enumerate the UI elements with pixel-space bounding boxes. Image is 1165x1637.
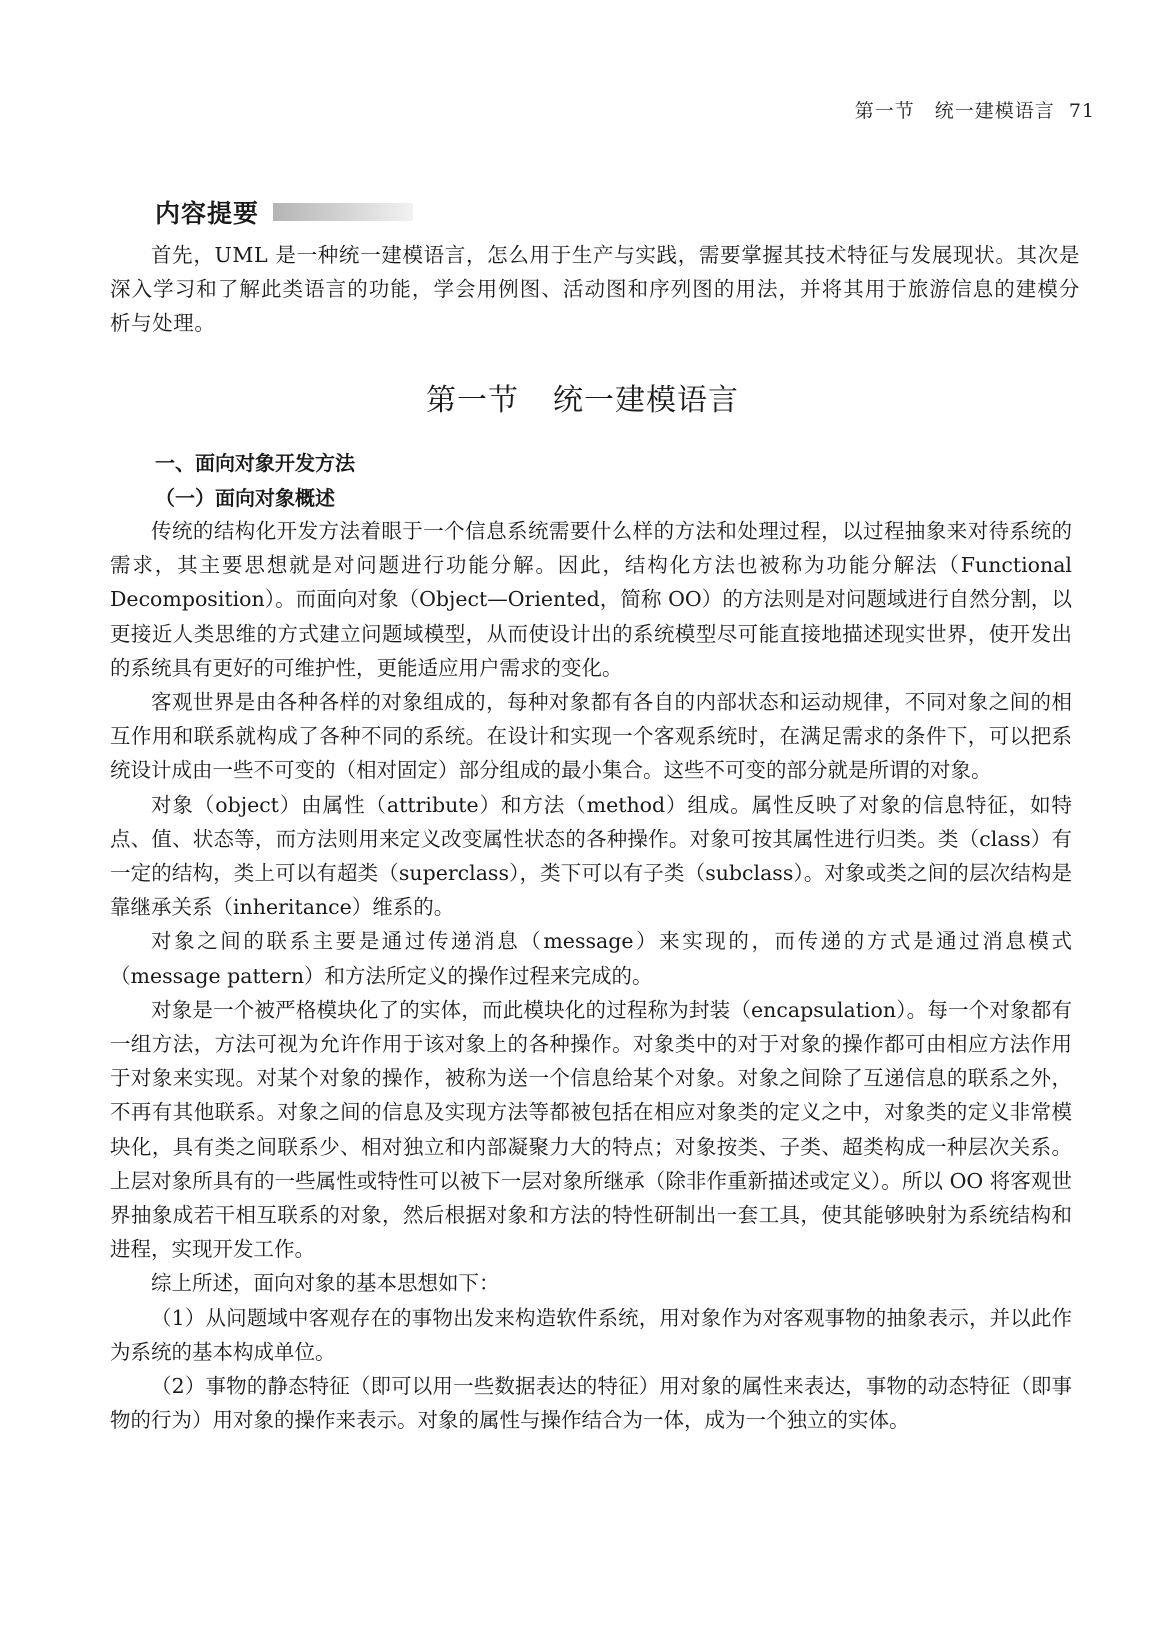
paragraph: 对象是一个被严格模块化了的实体，而此模块化的过程称为封装（encapsulation）。每一个对象都有一组方法，方法可视为允许作用于该对象上的各种操作。对象类中的对于对象的操作都可由相应方法作用于对象来实现。对某个对象的操作，被称为送一个信息给某个对象。对象之间除了互递信息的联系之外，不再有其他联系。对象之间的信息及实现方法等都被包括在相应对象类的定义之中，对象类的定义非常模块化，具有类之间联系少、相对独立和内部凝聚力大的特点；对象按类、子类、超类构成一种层次关系。上层对象所具有的一些属性或特性可以被下一层对象所继承（除非作重新描述或定义）。所以 OO 将客观世界抽象成若干相互联系的对象，然后根据对象和方法的特性研制出一套工具，使其能够映射为系统结构和进程，实现开发工作。 xyxy=(110,997,1072,1262)
paragraph: 对象之间的联系主要是通过传递消息（message）来实现的，而传递的方式是通过消息模式（message pattern）和方法所定义的操作过程来完成的。 xyxy=(110,929,1072,988)
running-header xyxy=(855,96,1095,123)
section-name: 统一建模语言 xyxy=(553,383,739,418)
running-title: 第一节 统一建模语言 xyxy=(854,100,1055,122)
paragraph: 传统的结构化开发方法着眼于一个信息系统需要什么样的方法和处理过程，以过程抽象来对待系统的需求，其主要思想就是对问题进行功能分解。因此，结构化方法也被称为功能分解法（Functional Decomposition）。而面向对象（Object—Oriented，简称 OO）的方法则是对问题域进行自然分割，以更接近人类思维的方式建立问题域模型，从而使设计出的系统模型尽可能直接地描述现实世界，使开发出的系统具有更好的可维护性，更能适应用户需求的变化。 xyxy=(110,519,1072,680)
paragraph: 对象（object）由属性（attribute）和方法（method）组成。属性反映了对象的信息特征，如特点、值、状态等，而方法则用来定义改变属性状态的各种操作。对象可按其属性进行归类。类（class）有一定的结构，类上可以有超类（superclass），类下可以有子类（subclass）。对象或类之间的层次结构是靠继承关系（inheritance）维系的。 xyxy=(110,792,1072,920)
paragraph: 综上所述，面向对象的基本思想如下： xyxy=(151,1271,500,1296)
heading-level-2: （一）面向对象概述 xyxy=(155,486,335,510)
summary-heading-bar xyxy=(273,203,413,221)
section-title xyxy=(0,375,1165,419)
summary-text: 首先，UML 是一种统一建模语言，怎么用于生产与实践，需要掌握其技术特征与发展现状。其次是深入学习和了解此类语言的功能，学会用例图、活动图和序列图的用法，并将其用于旅游信息的建模分析与处理。 xyxy=(110,243,1080,335)
page-number: 71 xyxy=(1068,100,1095,122)
paragraph: （1）从问题域中客观存在的事物出发来构造软件系统，用对象作为对客观事物的抽象表示，并以此作为系统的基本构成单位。 xyxy=(110,1305,1072,1364)
heading-level-1: 一、面向对象开发方法 xyxy=(155,451,355,475)
summary-heading xyxy=(155,196,413,228)
paragraph: （2）事物的静态特征（即可以用一些数据表达的特征）用对象的属性来表达，事物的动态特征（即事物的行为）用对象的操作来表示。对象的属性与操作结合为一体，成为一个独立的实体。 xyxy=(110,1374,1072,1433)
summary-heading-label: 内容提要 xyxy=(155,199,260,228)
paragraph: 客观世界是由各种各样的对象组成的，每种对象都有各自的内部状态和运动规律，不同对象之间的相互作用和联系就构成了各种不同的系统。在设计和实现一个客观系统时，在满足需求的条件下，可以把系统设计成由一些不可变的（相对固定）部分组成的最小集合。这些不可变的部分就是所谓的对象。 xyxy=(110,690,1072,783)
body-text xyxy=(110,514,1072,1437)
section-number: 第一节 xyxy=(426,383,519,418)
